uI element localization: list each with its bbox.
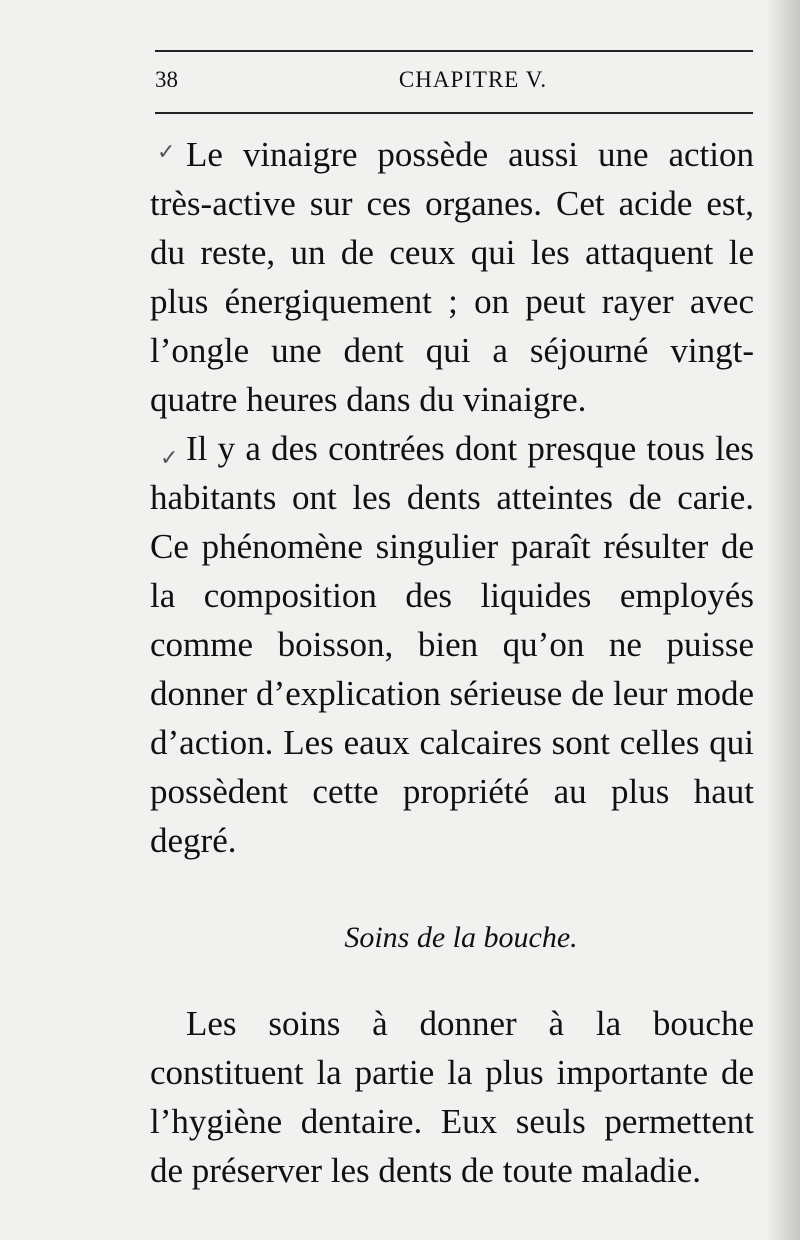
page-number: 38 bbox=[155, 67, 178, 92]
running-head: CHAPITRE V. bbox=[398, 67, 548, 92]
section-heading: Soins de la bouche. bbox=[344, 921, 578, 954]
paragraph-mouth-care: Les soins à donner à la bouche constituent la partie la plus importante de l’hygiène dentaire. Eux seuls permettent de préserver les dents de toute maladie. bbox=[150, 1004, 754, 1190]
header-bottom-rule bbox=[155, 112, 753, 114]
pencil-check-mark-icon: ✓ bbox=[160, 446, 179, 471]
pencil-check-mark-icon: ✓ bbox=[157, 140, 176, 165]
paragraph-vinegar: Le vinaigre possède aussi une action très-active sur ces organes. Cet acide est, du reste, un de ceux qui les attaquent le plus énergiquement ; on peut rayer avec l’ongle une dent qui a séjourné vingt-quatre heures dans du vinaigre. bbox=[150, 135, 754, 419]
page-body bbox=[150, 130, 754, 1195]
header-top-rule bbox=[155, 50, 753, 52]
paragraph-regions: Il y a des contrées dont presque tous les habitants ont les dents atteintes de carie. Ce phénomène singulier paraît résulter de la composition des liquides employés comme boisson, bien qu’on ne puisse donner d’explication sérieuse de leur mode d’action. Les eaux calcaires sont celles qui possèdent cette propriété au plus haut degré. bbox=[150, 429, 754, 860]
page-header bbox=[155, 62, 753, 98]
